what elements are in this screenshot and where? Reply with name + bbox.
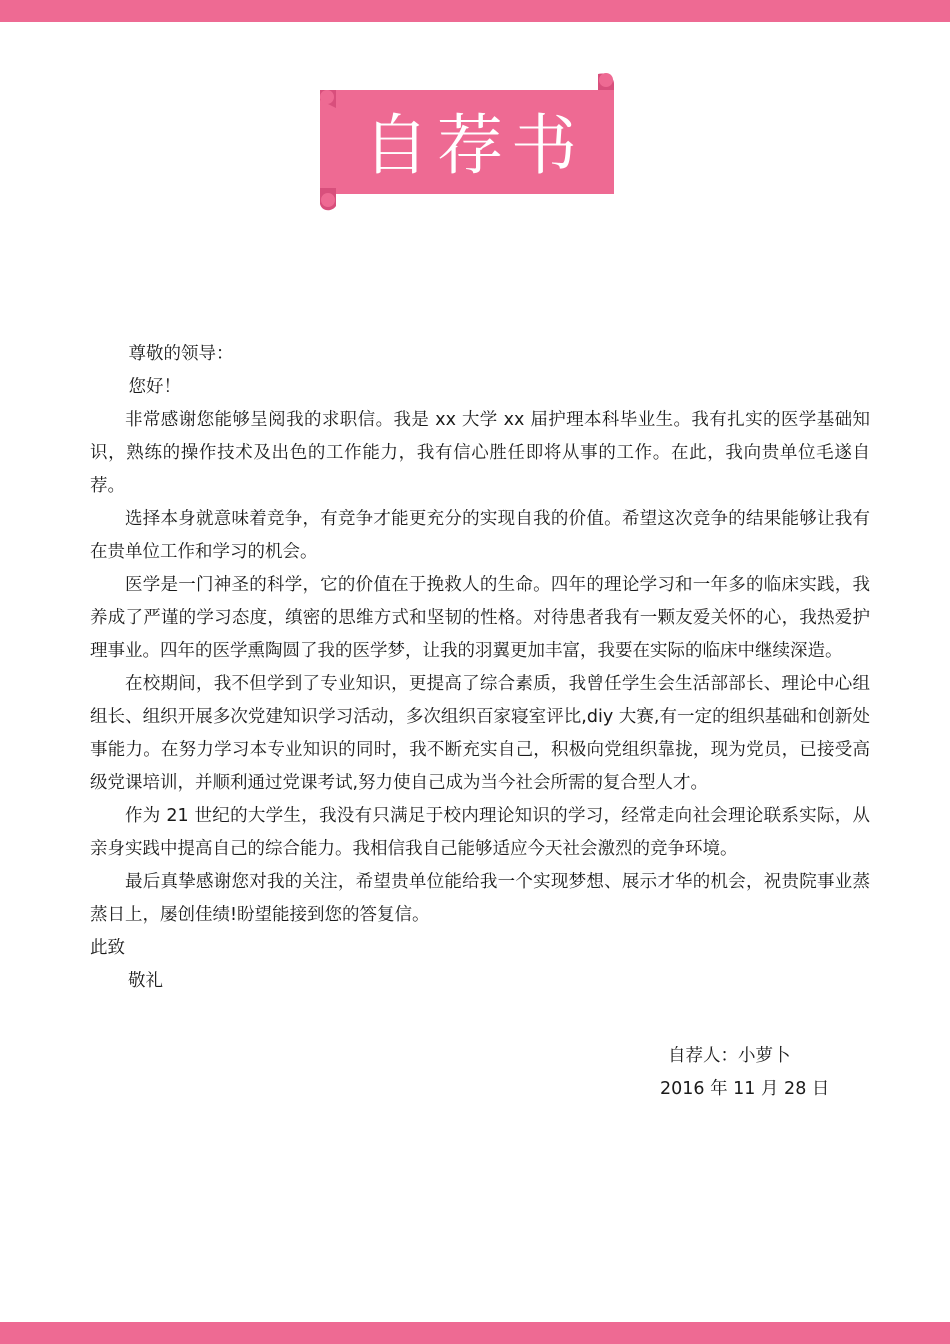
paragraph-6: 最后真挚感谢您对我的关注，希望贵单位能给我一个实现梦想、展示才华的机会，祝贵院事业蒸蒸日上，屡创佳绩!盼望能接到您的答复信。 (90, 872, 870, 925)
salutation: 尊敬的领导： (128, 344, 234, 364)
top-border-bar (0, 0, 950, 22)
paragraph-3: 医学是一门神圣的科学，它的价值在于挽救人的生命。四年的理论学习和一年多的临床实践，我养成了严谨的学习态度，缜密的思维方式和坚韧的性格。对待患者我有一颗友爱关怀的心，我热爱护理事业。四年的医学熏陶圆了我的医学梦，让我的羽翼更加丰富，我要在实际的临床中继续深造。 (90, 575, 870, 661)
letter-body (90, 338, 870, 998)
paragraph-1: 非常感谢您能够呈阅我的求职信。我是 xx 大学 xx 届护理本科毕业生。我有扎实的医学基础知识，熟练的操作技术及出色的工作能力，我有信心胜任即将从事的工作。在此，我向贵单位毛遂自荐。 (90, 410, 870, 496)
closing-line-2: 敬礼 (128, 971, 163, 991)
signature-date: 2016 年 11 月 28 日 (660, 1079, 830, 1099)
greeting: 您好！ (128, 377, 181, 397)
paragraph-5: 作为 21 世纪的大学生，我没有只满足于校内理论知识的学习，经常走向社会理论联系实际，从亲身实践中提高自己的综合能力。我相信我自己能够适应今天社会激烈的竞争环境。 (90, 806, 870, 859)
signature-name: 自荐人：小萝卜 (668, 1046, 791, 1066)
title-banner (314, 70, 626, 214)
signature-block (660, 1040, 880, 1106)
paragraph-2: 选择本身就意味着竞争，有竞争才能更充分的实现自我的价值。希望这次竞争的结果能够让我有在贵单位工作和学习的机会。 (90, 509, 870, 562)
paragraph-4: 在校期间，我不但学到了专业知识，更提高了综合素质，我曾任学生会生活部部长、理论中心组组长、组织开展多次党建知识学习活动，多次组织百家寝室评比,diy 大赛,有一定的组织基础和创新处事能力。在努力学习本专业知识的同时，我不断充实自己，积极向党组织靠拢，现为党员，已接受高级党课培训，并顺利通过党课考试,努力使自己成为当今社会所需的复合型人才。 (90, 674, 870, 793)
closing-line-1: 此致 (90, 938, 125, 958)
document-title: 自荐书 (363, 107, 585, 184)
bottom-border-bar (0, 1322, 950, 1344)
